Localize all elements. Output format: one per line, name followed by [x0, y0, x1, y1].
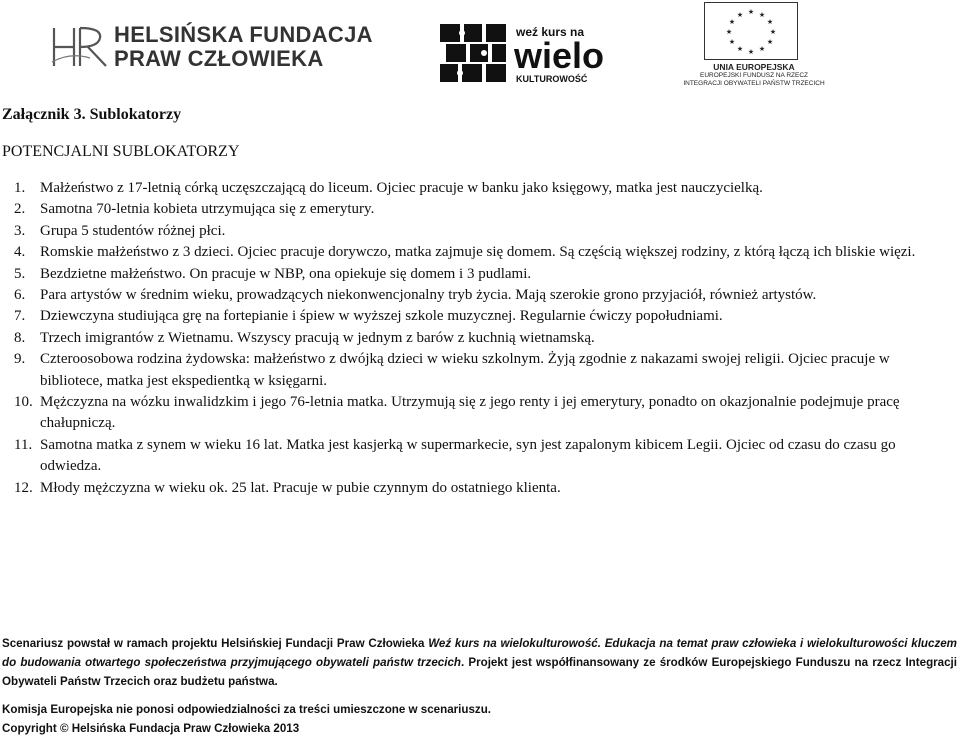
hr-monogram-icon	[50, 22, 108, 72]
svg-text:★: ★	[747, 8, 755, 16]
list-item-text: Para artystów w średnim wieku, prowadzących niekonwencjonalny tryb życia. Mają szerokie grono przyjaciół, również artystów.	[40, 287, 817, 304]
list-item-text: Samotna matka z synem w wieku 16 lat. Matka jest kasjerką w supermarkecie, syn jest zapalonym kibicem Legii. Ojciec od czasu do czasu go odwiedza.	[40, 436, 896, 475]
list-item-number: 11.	[14, 436, 33, 453]
svg-text:★: ★	[769, 28, 777, 36]
list-item	[0, 242, 950, 263]
list-item	[0, 306, 950, 327]
list-item-text: Dziewczyna studiująca grę na fortepianie i śpiew w wyższej szkole muzycznej. Regularnie ćwiczy popołudniami.	[40, 308, 723, 325]
eu-logo	[680, 2, 828, 94]
document-subtitle: POTENCJALNI SUBLOKATORZY	[2, 143, 240, 160]
svg-text:★: ★	[758, 11, 766, 19]
subtenants-list	[0, 178, 950, 499]
list-item-number: 6.	[14, 287, 26, 304]
page-footer	[2, 634, 957, 738]
svg-text:★: ★	[736, 45, 744, 53]
svg-text:★: ★	[728, 18, 736, 26]
list-item	[0, 478, 950, 499]
hfhr-logo-text	[114, 23, 373, 71]
list-item	[0, 264, 950, 285]
svg-text:★: ★	[728, 38, 736, 46]
eu-logo-text	[680, 62, 828, 87]
list-item	[0, 285, 950, 306]
project-info	[2, 634, 957, 692]
list-item	[0, 178, 950, 199]
project-funding-text: . Projekt jest współfinansowany ze środków Europejskiego Funduszu na rzecz Integracji Obywateli Państw Trzecich oraz budżetu państwa.	[2, 656, 957, 689]
wk-logo-line2: wielo	[514, 35, 605, 76]
list-item-text: Młody mężczyzna w wieku ok. 25 lat. Pracuje w pubie czynnym do ostatniego klienta.	[40, 479, 561, 496]
list-item-number: 5.	[14, 265, 26, 282]
list-item-number: 4.	[14, 244, 26, 261]
svg-text:★: ★	[766, 18, 774, 26]
list-item-number: 2.	[14, 201, 26, 218]
eu-logo-line1: UNIA EUROPEJSKA	[713, 62, 795, 72]
list-item	[0, 199, 950, 220]
list-item	[0, 349, 950, 392]
list-item-number: 12.	[14, 479, 33, 496]
copyright: Copyright © Helsińska Fundacja Praw Człowieka 2013	[2, 721, 300, 735]
list-item-text: Grupa 5 studentów różnej płci.	[40, 222, 226, 239]
list-item-text: Samotna 70-letnia kobieta utrzymująca się z emerytury.	[40, 201, 375, 218]
hfhr-logo	[50, 22, 373, 72]
list-item-text: Romskie małżeństwo z 3 dzieci. Ojciec pracuje dorywczo, matka zajmuje się domem. Są częścią większej rodziny, z którą łączą ich bliskie więzi.	[40, 244, 916, 261]
page-header	[0, 0, 960, 100]
project-info-text: Scenariusz powstał w ramach projektu Helsińskiej Fundacji Praw Człowieka	[2, 637, 429, 650]
wk-logo-line3: KULTUROWOŚĆ	[516, 74, 588, 84]
list-item-number: 8.	[14, 329, 26, 346]
eu-logo-line2: EUROPEJSKI FUNDUSZ NA RZECZ	[700, 72, 808, 79]
list-item-text: Małżeństwo z 17-letnią córką uczęszczającą do liceum. Ojciec pracuje w banku jako księgowy, matka jest nauczycielką.	[40, 180, 763, 196]
disclaimer: Komisja Europejska nie ponosi odpowiedzialności za treści umieszczone w scenariuszu.	[2, 702, 492, 716]
wk-logo-line1: weź kurs na	[516, 25, 585, 39]
list-item-text: Bezdzietne małżeństwo. On pracuje w NBP, ona opiekuje się domem i 3 pudlami.	[40, 265, 532, 282]
project-title: Weź kurs na wielokulturowość. Edukacja na temat praw człowieka i wielokulturowości kluczem do budowania otwartego społeczeństwa przyjmującego obywateli państw trzecich	[2, 637, 957, 670]
svg-text:★: ★	[758, 45, 766, 53]
hfhr-logo-line1: HELSIŃSKA FUNDACJA	[114, 22, 373, 47]
eu-logo-line3: INTEGRACJI OBYWATELI PAŃSTW TRZECICH	[683, 79, 825, 87]
hfhr-logo-line2: PRAW CZŁOWIEKA	[114, 46, 324, 71]
list-item	[0, 435, 950, 478]
list-item	[0, 392, 950, 435]
svg-text:★: ★	[736, 11, 744, 19]
list-item-text: Trzech imigrantów z Wietnamu. Wszyscy pracują w jednym z barów z kuchnią wietnamską.	[40, 329, 595, 346]
list-item-text: Czteroosobowa rodzina żydowska: małżeństwo z dwójką dzieci w wieku szkolnym. Żyją zgodnie z nakazami swojej religii. Ojciec pracuje w bibliotece, matka jest ekspedientką w księgarni.	[40, 351, 890, 389]
puzzle-blocks-icon	[440, 24, 506, 82]
eu-flag-icon	[704, 2, 798, 60]
list-item-number: 10.	[14, 394, 33, 411]
list-item-number: 3.	[14, 222, 26, 239]
list-item-number: 7.	[14, 308, 26, 325]
list-item-number: 1.	[14, 180, 26, 196]
svg-text:★: ★	[766, 38, 774, 46]
list-item	[0, 328, 950, 349]
wez-kurs-logo	[440, 20, 605, 86]
list-item	[0, 221, 950, 242]
list-item-text: Mężczyzna na wózku inwalidzkim i jego 76-letnia matka. Utrzymują się z jego renty i jej emerytury, ponadto on okazjonalnie podejmuje pracę chałupniczą.	[40, 394, 900, 432]
svg-text:★: ★	[747, 48, 755, 56]
list-item-number: 9.	[14, 351, 26, 368]
svg-text:★: ★	[725, 28, 733, 36]
document-title: Załącznik 3. Sublokatorzy	[2, 106, 182, 123]
